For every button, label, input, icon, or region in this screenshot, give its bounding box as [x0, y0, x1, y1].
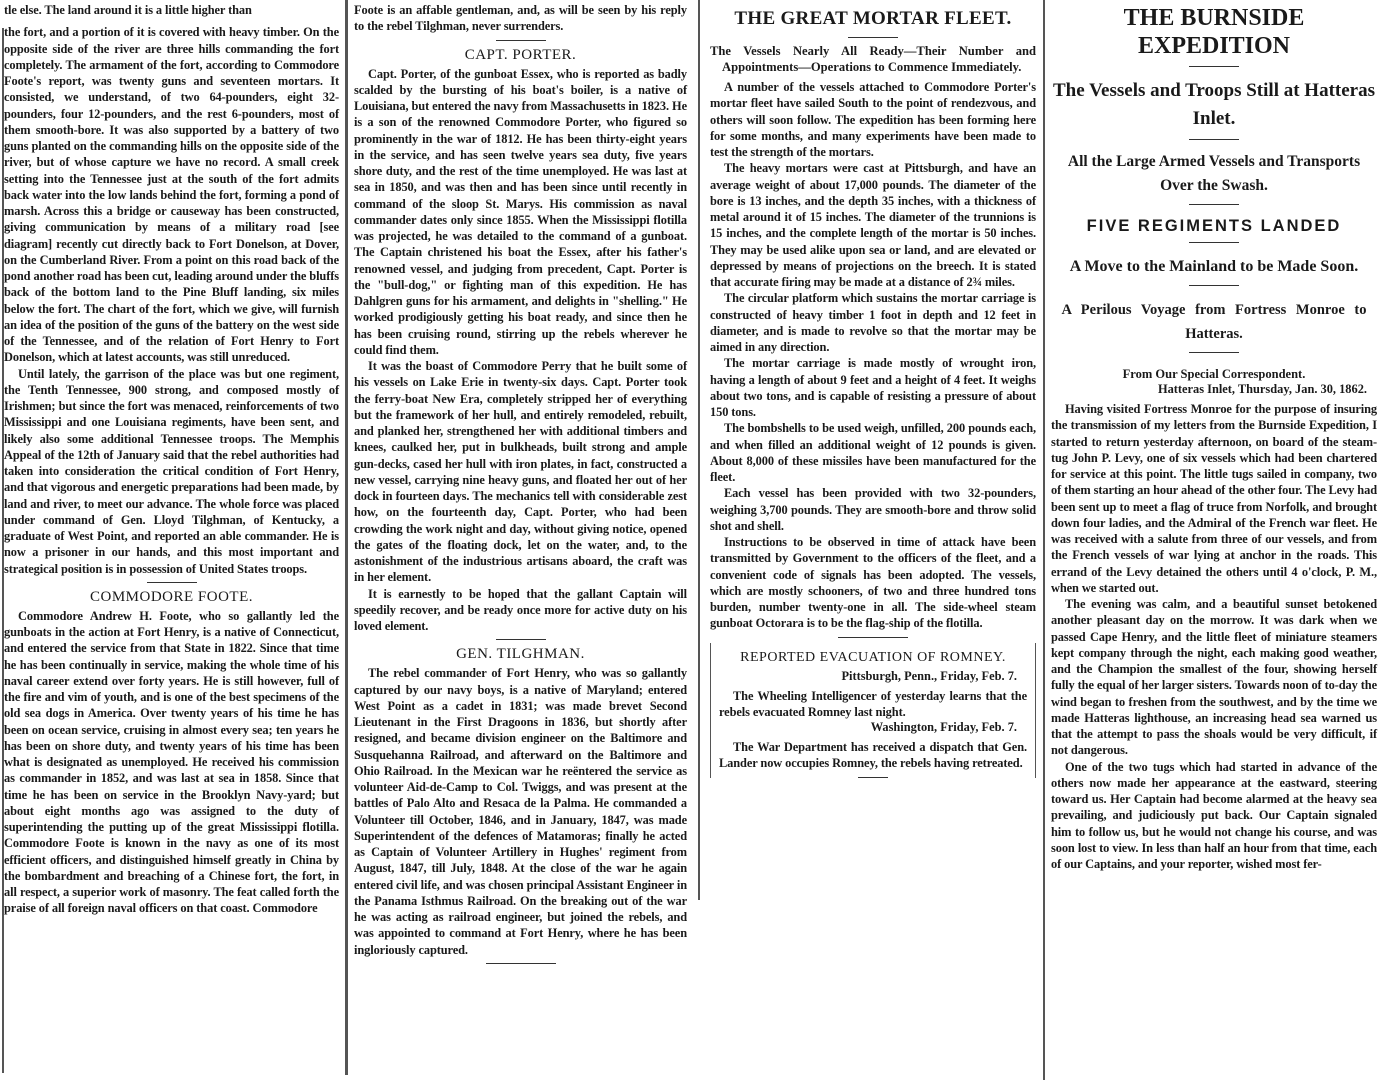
paragraph: The evening was calm, and a beautiful sunset betokened another pleasant day on the morrow. It was dark when we passed Cape Henry, and the little fleet of miniature steamers kept company through the night, each making good weather, and the Champion the smallest of the four, showing herself fully the equal of her larger sisters. Towards noon of to-day the wind began to freshen from the southwest, and by the time we made Hatteras lighthouse, an increasing head sea warned us that the attempt to pass the shoals would be very difficult, if not dangerous. [1051, 597, 1377, 758]
headline-great-mortar-fleet: THE GREAT MORTAR FLEET. [734, 8, 1012, 29]
section-heading-gen-tilghman: GEN. TILGHMAN. [456, 646, 585, 663]
column-3 [710, 4, 1036, 783]
section-divider [1189, 139, 1239, 140]
section-divider [838, 637, 908, 638]
paragraph: Commodore Andrew H. Foote, who so gallantly led the gunboats in the action at Fort Henry, is a native of Connecticut, and entered the service from that State in 1822. Since that time he has been continually in service, making the whole time of his naval career extend over forty years. He is still however, full of the fire and vim of youth, and is one of the best specimens of the old sea dogs in America. Over twenty years of his time he has been on ocean service, cruising in almost every sea; ten years he has been on shore duty, and twenty years of his time has been what is designated as unemployed. He received his commission as commander in 1852, and was last at sea in 1858. Since that time he has been on service in the Brooklyn Navy-yard; but about eight months ago was assigned to the duty of superintending the putting up of the great Mississippi flotilla. Commodore Foote is known in the navy as one of its most efficient officers, and distinguished himself greatly in China by the bombardment and breaching of a Chinese fort, the fort, in all respect, a superior work of masonry. The feat called forth the praise of all foreign naval officers on that coast. Commodore [4, 608, 339, 916]
paragraph: tle else. The land around it is a little higher than [4, 3, 252, 17]
paragraph: The mortar carriage is made mostly of wrought iron, having a length of about 9 feet and a height of 4 feet. It weighs about two tons, and is capable of resisting a pressure of about 150 tons. [710, 356, 1036, 419]
section-divider [1189, 242, 1239, 243]
paragraph: Each vessel has been provided with two 32-pounders, weighing 3,700 pounds. They are smooth-bore and throw solid shot and shell. [710, 486, 1036, 533]
paragraph: Capt. Porter, of the gunboat Essex, who is reported as badly scalded by the bursting of his boat's boiler, is a native of Louisiana, but entered the navy from Massachusetts in 1823. He is a son of the renowned Commodore Porter, who figured so prominently in the war of 1812. He has been thirty-eight years in the service, and has seen twelve years sea duty, five years shore duty, and the rest of the time unemployed. He was last at sea in 1850, and was then and has been since until recently in command of the sloop St. Marys. His commission as naval commander dates only since 1855. When the Mississippi flotilla was projected, he was detailed to the command of a gunboat. The Captain christened his boat the Essex, after his father's renowned vessel, and judging from precedent, Capt. Porter is the "bull-dog," or fighting man of this expedition. He has Dahlgren guns for his armament, and delights in "shelling." He worked prodigiously getting his boat ready, and since then he has been cruising round, stirring up the rebels wherever he could find them. [354, 66, 687, 357]
section-divider [1189, 352, 1239, 353]
paragraph: A number of the vessels attached to Commodore Porter's mortar fleet have sailed South to the point of rendezvous, and others will soon follow. The expedition has been forming here for some months, and many experiments have been made to test the strength of the mortars. [710, 80, 1036, 159]
paragraph: One of the two tugs which had started in advance of the others now made her appearance at the eastward, steering toward us. Her Captain had become alarmed at the heavy sea prevailing, and judiciously put back. Our Captain signaled him to follow us, but he would not change his course, and was soon lost to view. In less than half an hour from that time, each of our Captains, and your reporter, wished most fer- [1051, 759, 1377, 871]
column-rule [698, 0, 700, 900]
headline-deck: The Vessels Nearly All Ready—Their Number and Appointments—Operations to Commence Immediately. [710, 44, 1036, 74]
headline-deck: FIVE REGIMENTS LANDED [1086, 217, 1342, 235]
paragraph: The circular platform which sustains the mortar carriage is constructed of heavy timber 1 foot in depth and 12 feet in diameter, and is made to revolve so that the mortar may be aimed in any direction. [710, 291, 1036, 354]
headline-deck: A Move to the Mainland to be Made Soon. [1069, 258, 1359, 275]
dateline: Hatteras Inlet, Thursday, Jan. 30, 1862. [1157, 382, 1367, 396]
section-divider [1189, 204, 1239, 205]
column-1 [4, 2, 339, 917]
paragraph: the fort, and a portion of it is covered with heavy timber. On the opposite side of the river are three hills commanding the fort completely. The armament of the fort, according to Commodore Foote's report, was twenty guns and seventeen mortars. It consisted, we understand, of two 64-pounders, eight 32-pounders, four 12-pounders, and the rest 6-pounders, most of them smooth-bore. It was also supported by a battery of two guns planted on the commanding hills on the opposite side of the river, but of whose capture we have no record. A small creek setting into the Tennessee just at the south of the fort admits back water into the low lands behind the fort, forming a pond of marsh. Across this a bridge or causeway has been constructed, giving communication by means of a military road [see diagram] recently cut directly back to Fort Donelson, at Dover, on the Cumberland River. From a point on this road back of the pond another road has been cut, leading around under the bluffs back of the bottom land to the Pine Bluff landing, six miles below the fort. The chart of the fort, which we give, will furnish an idea of the position of the guns of the battery on the west side of the Tennessee, and of the relation of Fort Henry to Fort Donelson, which at latest accounts, was still unreduced. [4, 25, 339, 365]
paragraph: It is earnestly to be hoped that the gallant Captain will speedily recover, and be ready once more for active duty on his loved element. [354, 586, 687, 633]
column-4 [1051, 2, 1377, 872]
section-divider [1189, 66, 1239, 67]
headline-deck: The Vessels and Troops Still at Hatteras Inlet. [1053, 80, 1375, 129]
section-divider [496, 639, 546, 640]
section-heading-capt-porter: CAPT. PORTER. [464, 46, 577, 63]
column-rule [1043, 0, 1045, 1080]
section-divider [147, 582, 197, 583]
paragraph: It was the boast of Commodore Perry that he built some of his vessels on Lake Erie in twenty-six days. Capt. Porter took the ferry-boat New Era, completely stripped her of everything but the framework of her hull, and entirely remodeled, rebuilt, and planked her, strengthened her with additional timbers and knees, caulked her, put in bulkheads, built strong and ample gun-decks, cased her hull with iron plates, in fact, constructed a new vessel, carrying nine heavy guns, and floated her out of her dock in fourteen days. The mechanics tell with considerable zest how, on the fourteenth day, Capt. Porter, who had been crowding the work night and day, without giving notice, opened the gates of the floating dock, let on the water, and, to the astonishment of the industrious artisans aboard, the craft was in her element. [354, 359, 687, 585]
section-divider [486, 963, 556, 964]
paragraph: The War Department has received a dispatch that Gen. Lander now occupies Romney, the rebels having retreated. [719, 740, 1027, 771]
paragraph: The Wheeling Intelligencer of yesterday learns that the rebels evacuated Romney last night. [719, 688, 1027, 719]
headline-deck: A Perilous Voyage from Fortress Monroe to Hatteras. [1061, 302, 1367, 342]
paragraph: The bombshells to be used weigh, unfilled, 200 pounds each, and when filled an additional weight of 12 pounds is given. About 8,000 of these missiles have been manufactured for the fleet. [710, 421, 1036, 484]
section-heading-commodore-foote: COMMODORE FOOTE. [89, 588, 253, 605]
paragraph: Foote is an affable gentleman, and, as will be seen by his reply to the rebel Tilghman, never surrenders. [354, 3, 687, 34]
paragraph: Having visited Fortress Monroe for the purpose of insuring the transmission of my letters from the Burnside Expedition, I started to return yesterday afternoon, on board of the steam-tug John P. Levy, one of six vessels which had been chartered for service at this point. The little tugs sailed in company, two of them starting an hour ahead of the other four. The Levy had been sent up to meet a flag of truce from Norfolk, and brought down four ladies, and the Admiral of the French war fleet. He was received with a salute from three of our vessels, and from the French vessels of war lying at anchor in the roads. This errand of the Levy detained the others until 4 o'clock, P. M., when we started out. [1051, 402, 1377, 595]
section-divider [1189, 285, 1239, 286]
section-heading-romney: REPORTED EVACUATION OF ROMNEY. [740, 649, 1006, 665]
headline-deck: All the Large Armed Vessels and Transports Over the Swash. [1067, 153, 1361, 194]
paragraph: Instructions to be observed in time of attack have been transmitted by Government to the officers of the fleet, and a convenient code of signals has been adopted. The vessels, which are mostly schooners, of two and three hundred tons burden, number twenty-one in all. The side-wheel steam gunboat Octorara is to be the flag-ship of the flotilla. [710, 535, 1036, 631]
romney-dispatch-box [710, 643, 1036, 778]
column-2 [354, 2, 687, 969]
headline-burnside-expedition: THE BURNSIDE EXPEDITION [1123, 5, 1305, 59]
dateline: Pittsburgh, Penn., Friday, Feb. 7. [841, 668, 1017, 683]
paragraph: The heavy mortars were cast at Pittsburgh, and have an average weight of about 17,000 pounds. The diameter of the bore is 13 inches, and the depth 35 inches, with a thickness of metal around it of 15 inches. The diameter of the trunnions is 15 inches, and the complete length of the mortar is 50 inches. They may be used alike upon sea or land, and are elevated or depressed by means of projections on the breech. It is stated that accurate firing may be made at a distance of 2¾ miles. [710, 161, 1036, 289]
paragraph: Until lately, the garrison of the place was but one regiment, the Tenth Tennessee, 900 strong, and composed mostly of Irishmen; but since the fort was menaced, reinforcements of two Mississippi and one Louisiana regiments, have been sent, and likely also some additional Tennessee troops. The Memphis Appeal of the 12th of January said that the rebel authorities had taken into consideration the critical condition of Fort Henry, and that vigorous and energetic preparations had been made, by land and river, to meet our advance. The whole force was placed under command of Gen. Lloyd Tilghman, of Kentucky, a graduate of West Point, and reported an able commander. He is now a prisoner in our hands, and this most important and strategical position is in possession of United States troops. [4, 366, 339, 576]
column-rule [346, 0, 348, 1075]
section-divider [858, 777, 888, 778]
dateline: Washington, Friday, Feb. 7. [870, 720, 1017, 734]
paragraph: The rebel commander of Fort Henry, who was so gallantly captured by our navy boys, is a native of Maryland; entered West Point as a cadet in 1831; was made brevet Second Lieutenant in the First Dragoons in 1836, but shortly after resigned, and became division engineer on the Baltimore and Susquehanna Railroad, and afterward on the Baltimore and Ohio Railroad. In the Mexican war he reëntered the service as volunteer Aid-de-Camp to Col. Twiggs, and was present at the battles of Palo Alto and Resaca de la Palma. He commanded a Volunteer till October, 1846, and in January, 1847, was made Superintendent of the defences of Matamoras; finally he acted as Captain of Volunteer Artillery in Hughes' regiment from August, 1847, till July, 1848. At the close of the war he again entered civil life, and was chosen principal Assistant Engineer in the Panama Isthmus Railroad. On the breaking out of the war he was acting as railroad engineer, but joined the rebels, and was appointed to command at Fort Henry, where he has been ingloriously captured. [354, 666, 687, 957]
section-divider [496, 40, 546, 41]
section-divider [848, 37, 898, 38]
correspondent-line: From Our Special Correspondent. [1122, 367, 1306, 381]
